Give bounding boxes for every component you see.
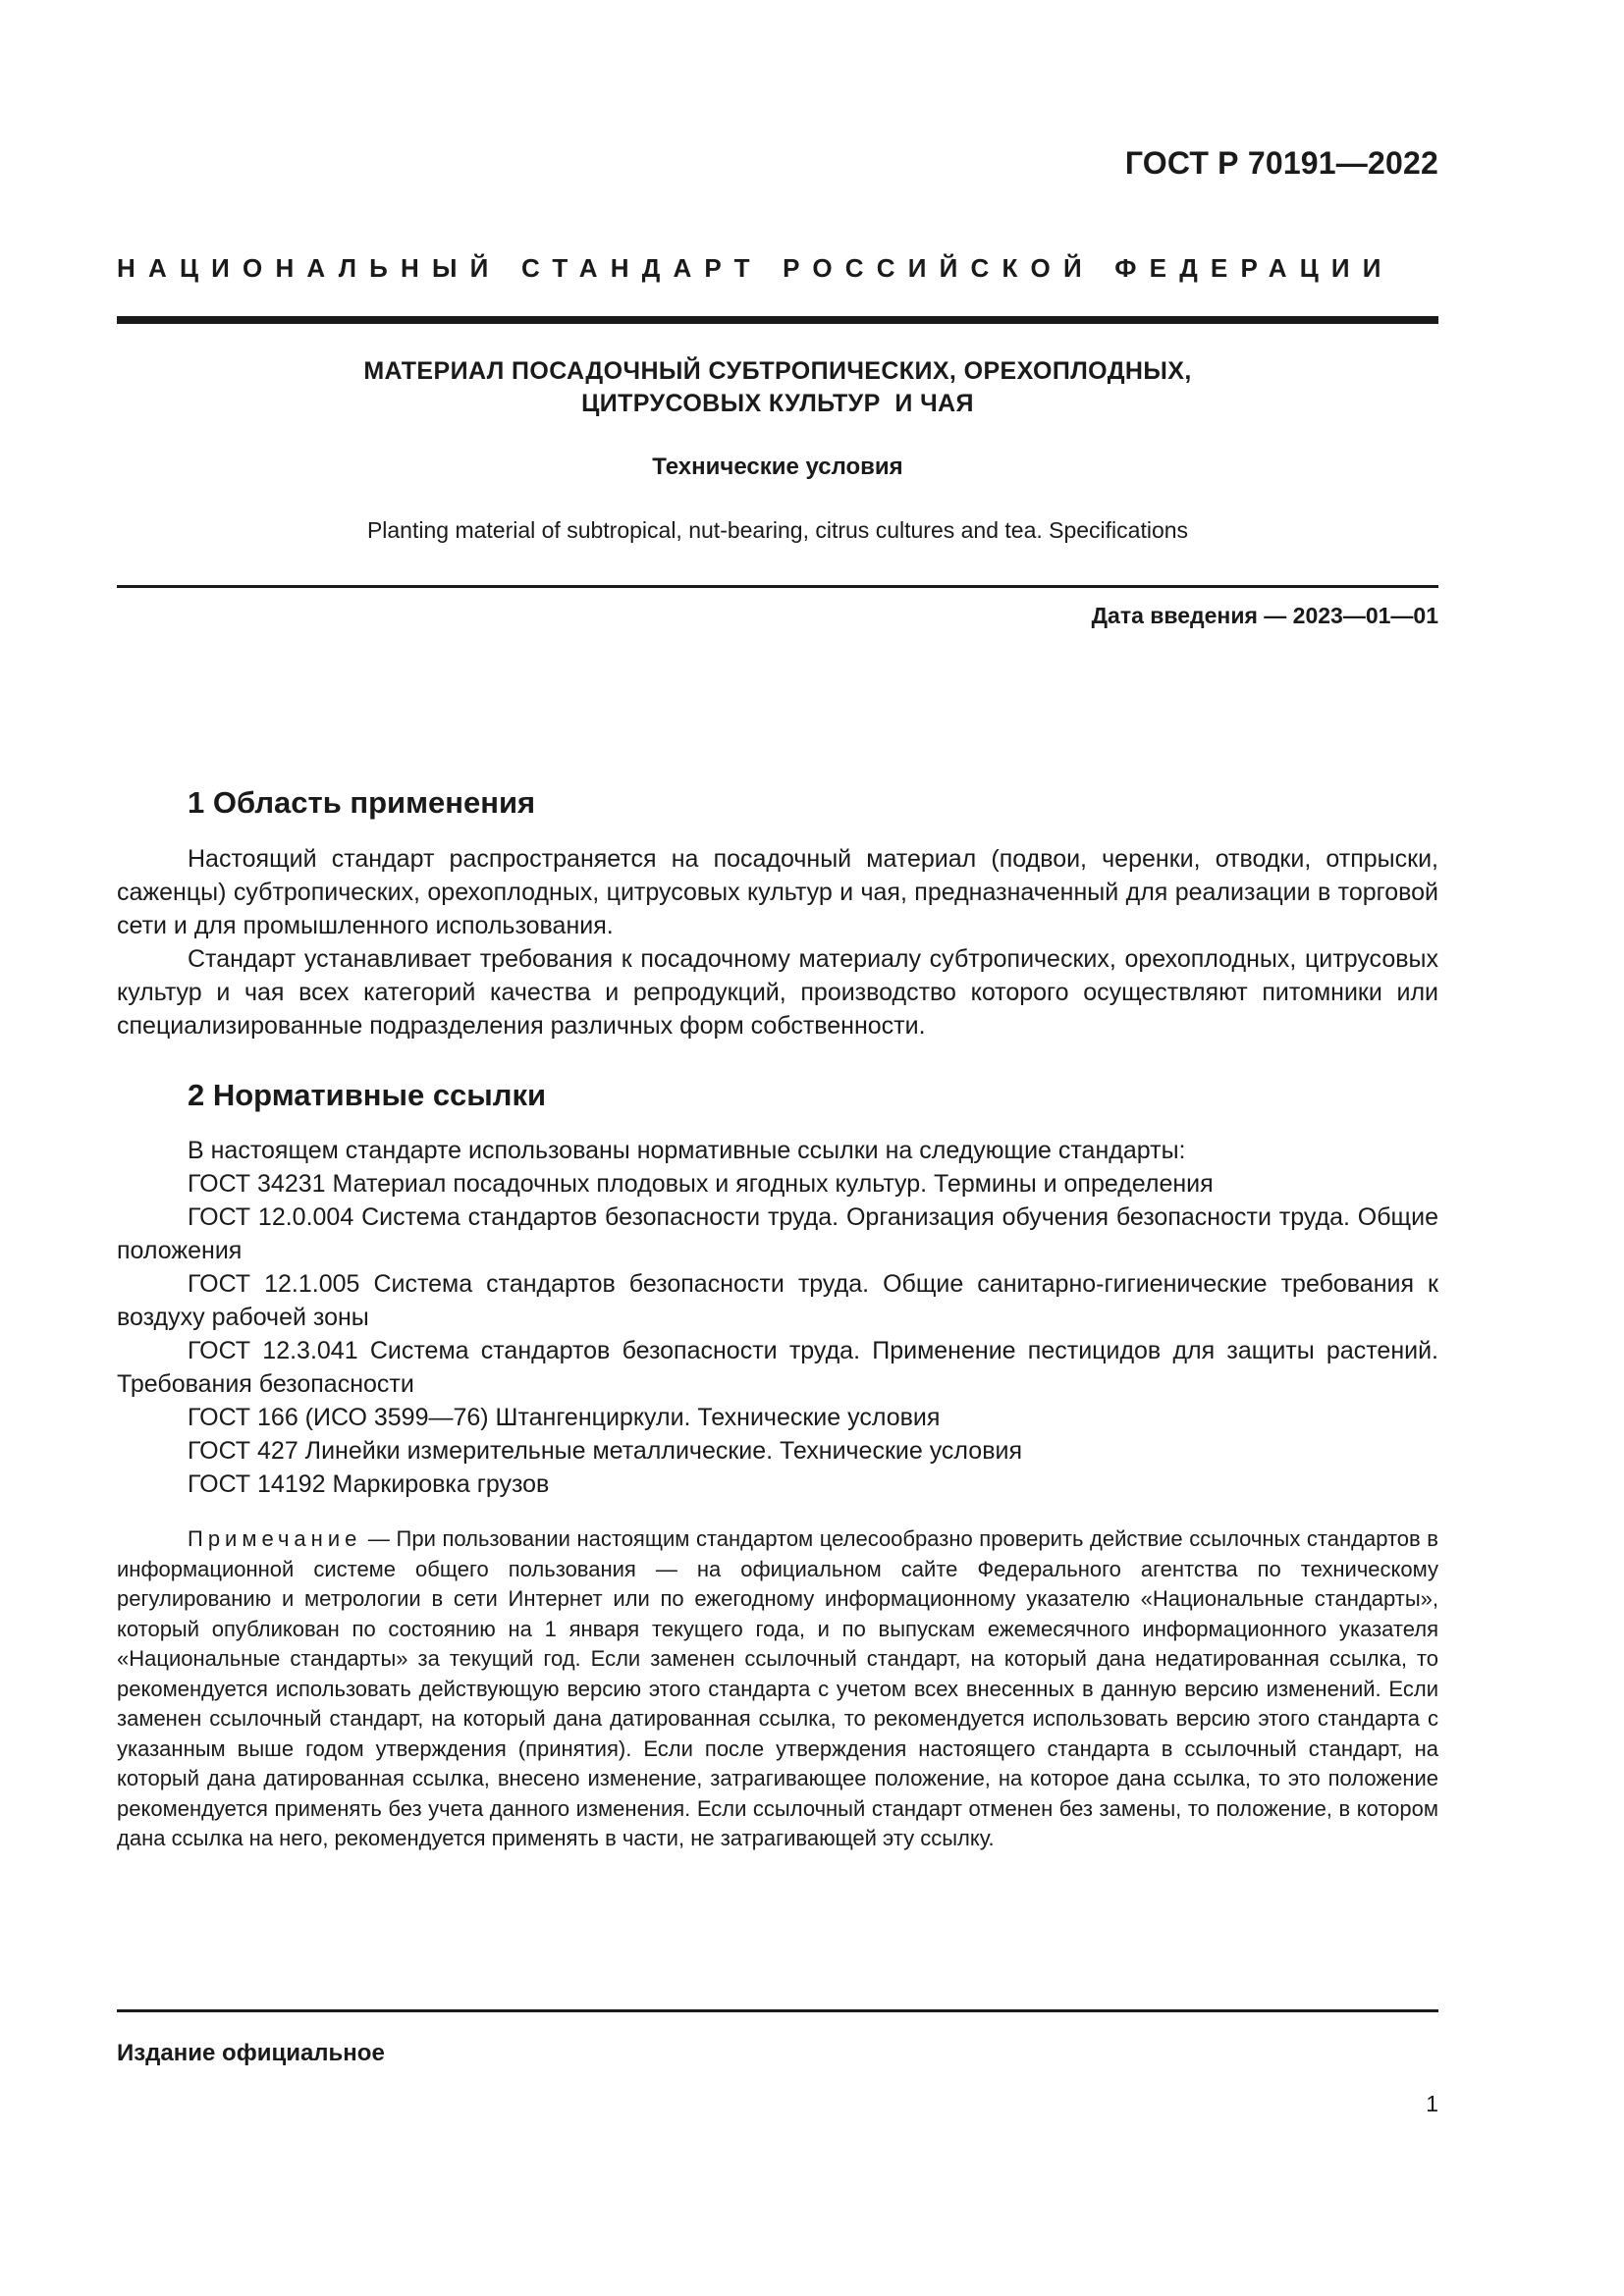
official-edition-label: Издание официальное xyxy=(117,2040,385,2066)
footer-divider xyxy=(117,2009,1438,2012)
document-subtitle: Технические условия xyxy=(652,454,903,480)
document-title xyxy=(117,355,1438,420)
title-line-1: МАТЕРИАЛ ПОСАДОЧНЫЙ СУБТРОПИЧЕСКИХ, ОРЕХОПЛОДНЫХ, xyxy=(363,357,1192,385)
reference-item: ГОСТ 166 (ИСО 3599—76) Штангенциркули. Технические условия xyxy=(188,1404,941,1431)
reference-item: ГОСТ 427 Линейки измерительные металлические. Технические условия xyxy=(188,1437,1022,1465)
section-1-paragraph: Настоящий стандарт распространяется на посадочный материал (подвои, черенки, отводки, отпрыски, саженцы) субтропических, орехоплодных, цитрусовых культур и чая, предназначенный для реализации в торговой сети и для промышленного использования. xyxy=(117,845,1438,939)
note-text: — При пользовании настоящим стандартом целесообразно проверить действие ссылочных стандартов в информационной системе общего пользования — на официальном сайте Федерального агентства по техническому регулированию и метрологии в сети Интернет или по ежегодному информационному указателю «Национальные стандарты», который опубликован по состоянию на 1 января текущего года, и по выпускам ежемесячного информационного указателя «Национальные стандарты» за текущий год. Если заменен ссылочный стандарт, на который дана недатированная ссылка, то рекомендуется использовать действующую версию этого стандарта с учетом всех внесенных в данную версию изменений. Если заменен ссылочный стандарт, на который дана датированная ссылка, то рекомендуется использовать версию этого стандарта с указанным выше годом утверждения (принятия). Если после утверждения настоящего стандарта в ссылочный стандарт, на который дана датированная ссылка, внесено изменение, затрагивающее положение, на которое дана ссылка, то это положение рекомендуется применять без учета данного изменения. Если ссылочный стандарт отменен без замены, то положение, в котором дана ссылка на него, рекомендуется применять в части, не затрагивающей эту ссылку. xyxy=(117,1526,1438,1850)
english-title: Planting material of subtropical, nut-bearing, citrus cultures and tea. Specifications xyxy=(366,517,1189,543)
section-1-heading: 1 Область применения xyxy=(188,785,536,820)
reference-note xyxy=(117,1524,1438,1854)
reference-item: ГОСТ 14192 Маркировка грузов xyxy=(188,1470,550,1498)
document-page xyxy=(117,0,1438,2296)
title-divider xyxy=(117,585,1438,588)
header-divider xyxy=(117,316,1438,324)
reference-item: ГОСТ 34231 Материал посадочных плодовых и ягодных культур. Термины и определения xyxy=(188,1170,1214,1198)
reference-item: ГОСТ 12.0.004 Система стандартов безопасности труда. Организация обучения безопасности труда. Общие положения xyxy=(117,1203,1438,1264)
section-2-intro: В настоящем стандарте использованы нормативные ссылки на следующие стандарты: xyxy=(188,1137,1186,1164)
section-1-paragraph: Стандарт устанавливает требования к посадочному материалу субтропических, орехоплодных, цитрусовых культур и чая всех категорий качества и репродукций, производство которого осуществляют питомники или специализированные подразделения различных форм собственности. xyxy=(117,945,1438,1040)
introduction-date: Дата введения — 2023—01—01 xyxy=(1091,603,1438,628)
note-label: Примечание xyxy=(188,1526,362,1551)
reference-item: ГОСТ 12.1.005 Система стандартов безопасности труда. Общие санитарно-гигиенические требования к воздуху рабочей зоны xyxy=(117,1270,1438,1331)
section-2-body xyxy=(117,1134,1438,1501)
section-1-body xyxy=(117,842,1438,1042)
section-2-heading: 2 Нормативные ссылки xyxy=(188,1078,547,1112)
page-number: 1 xyxy=(1426,2091,1438,2116)
document-number: ГОСТ Р 70191—2022 xyxy=(1124,145,1438,181)
national-standard-banner: НАЦИОНАЛЬНЫЙ СТАНДАРТ РОССИЙСКОЙ ФЕДЕРАЦИИ xyxy=(117,253,1394,283)
title-line-2: ЦИТРУСОВЫХ КУЛЬТУР И ЧАЯ xyxy=(581,390,974,417)
reference-item: ГОСТ 12.3.041 Система стандартов безопасности труда. Применение пестицидов для защиты растений. Требования безопасности xyxy=(117,1337,1438,1398)
